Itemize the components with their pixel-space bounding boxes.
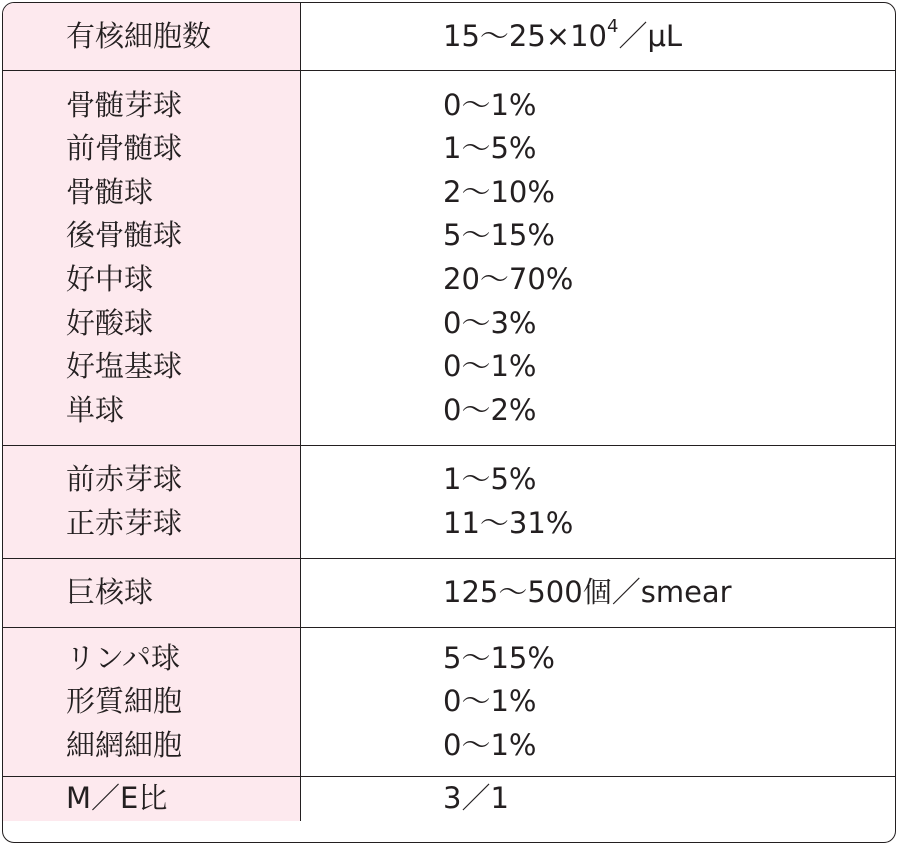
row-value: 5～15% xyxy=(443,640,555,675)
row-value: 0～3% xyxy=(443,305,537,340)
section-erythroid-series xyxy=(3,446,895,559)
row-value: 1～5% xyxy=(443,131,537,166)
row-value: 2～10% xyxy=(443,174,555,209)
row-value: 1～5% xyxy=(443,462,537,497)
value-main: 15～25×10 xyxy=(443,18,608,53)
row-value: 0～1% xyxy=(443,727,537,762)
section-megakaryocytes xyxy=(3,559,895,628)
row-value: 0～1% xyxy=(443,87,537,122)
row-label: 好酸球 xyxy=(66,305,154,340)
value-column xyxy=(301,71,895,445)
label-column xyxy=(3,628,301,776)
row-label: 巨核球 xyxy=(66,575,154,610)
value-column xyxy=(301,559,895,627)
value-column xyxy=(301,446,895,558)
label-column xyxy=(3,559,301,627)
row-label: 有核細胞数 xyxy=(66,18,212,53)
value-exponent: 4 xyxy=(607,15,619,37)
value-unit: ／μL xyxy=(618,18,683,53)
section-other-cells xyxy=(3,628,895,777)
row-label: 前骨髄球 xyxy=(66,131,183,166)
value-column xyxy=(301,3,895,70)
bone-marrow-reference-table xyxy=(2,2,896,843)
row-value: 125～500個／smear xyxy=(443,575,732,610)
row-value xyxy=(443,15,895,59)
row-value: 0～1% xyxy=(443,684,537,719)
label-column xyxy=(3,446,301,558)
row-label: 骨髄球 xyxy=(66,174,154,209)
label-column xyxy=(3,71,301,445)
row-label: リンパ球 xyxy=(66,640,180,675)
row-label: 骨髄芽球 xyxy=(66,87,183,122)
row-value: 11～31% xyxy=(443,506,574,540)
row-label: 好塩基球 xyxy=(66,349,183,384)
label-column xyxy=(3,777,301,821)
row-value: 0～2% xyxy=(443,392,537,427)
row-label: 前赤芽球 xyxy=(66,462,183,497)
row-value: 5～15% xyxy=(443,218,555,253)
row-label: 好中球 xyxy=(66,262,154,296)
section-me-ratio xyxy=(3,777,895,821)
row-label: 単球 xyxy=(66,392,125,427)
row-label: 形質細胞 xyxy=(66,684,183,719)
row-value: 20～70% xyxy=(443,262,574,296)
row-label: 正赤芽球 xyxy=(66,506,183,540)
value-column xyxy=(301,777,895,821)
section-nucleated-cells xyxy=(3,3,895,71)
row-value: 3／1 xyxy=(443,781,509,815)
value-column xyxy=(301,628,895,776)
section-granulocytic-series xyxy=(3,71,895,446)
row-label: 細網細胞 xyxy=(66,727,183,762)
row-label: 後骨髄球 xyxy=(66,218,183,253)
label-column xyxy=(3,3,301,70)
row-value: 0～1% xyxy=(443,349,537,384)
row-label: M／E比 xyxy=(66,781,168,815)
